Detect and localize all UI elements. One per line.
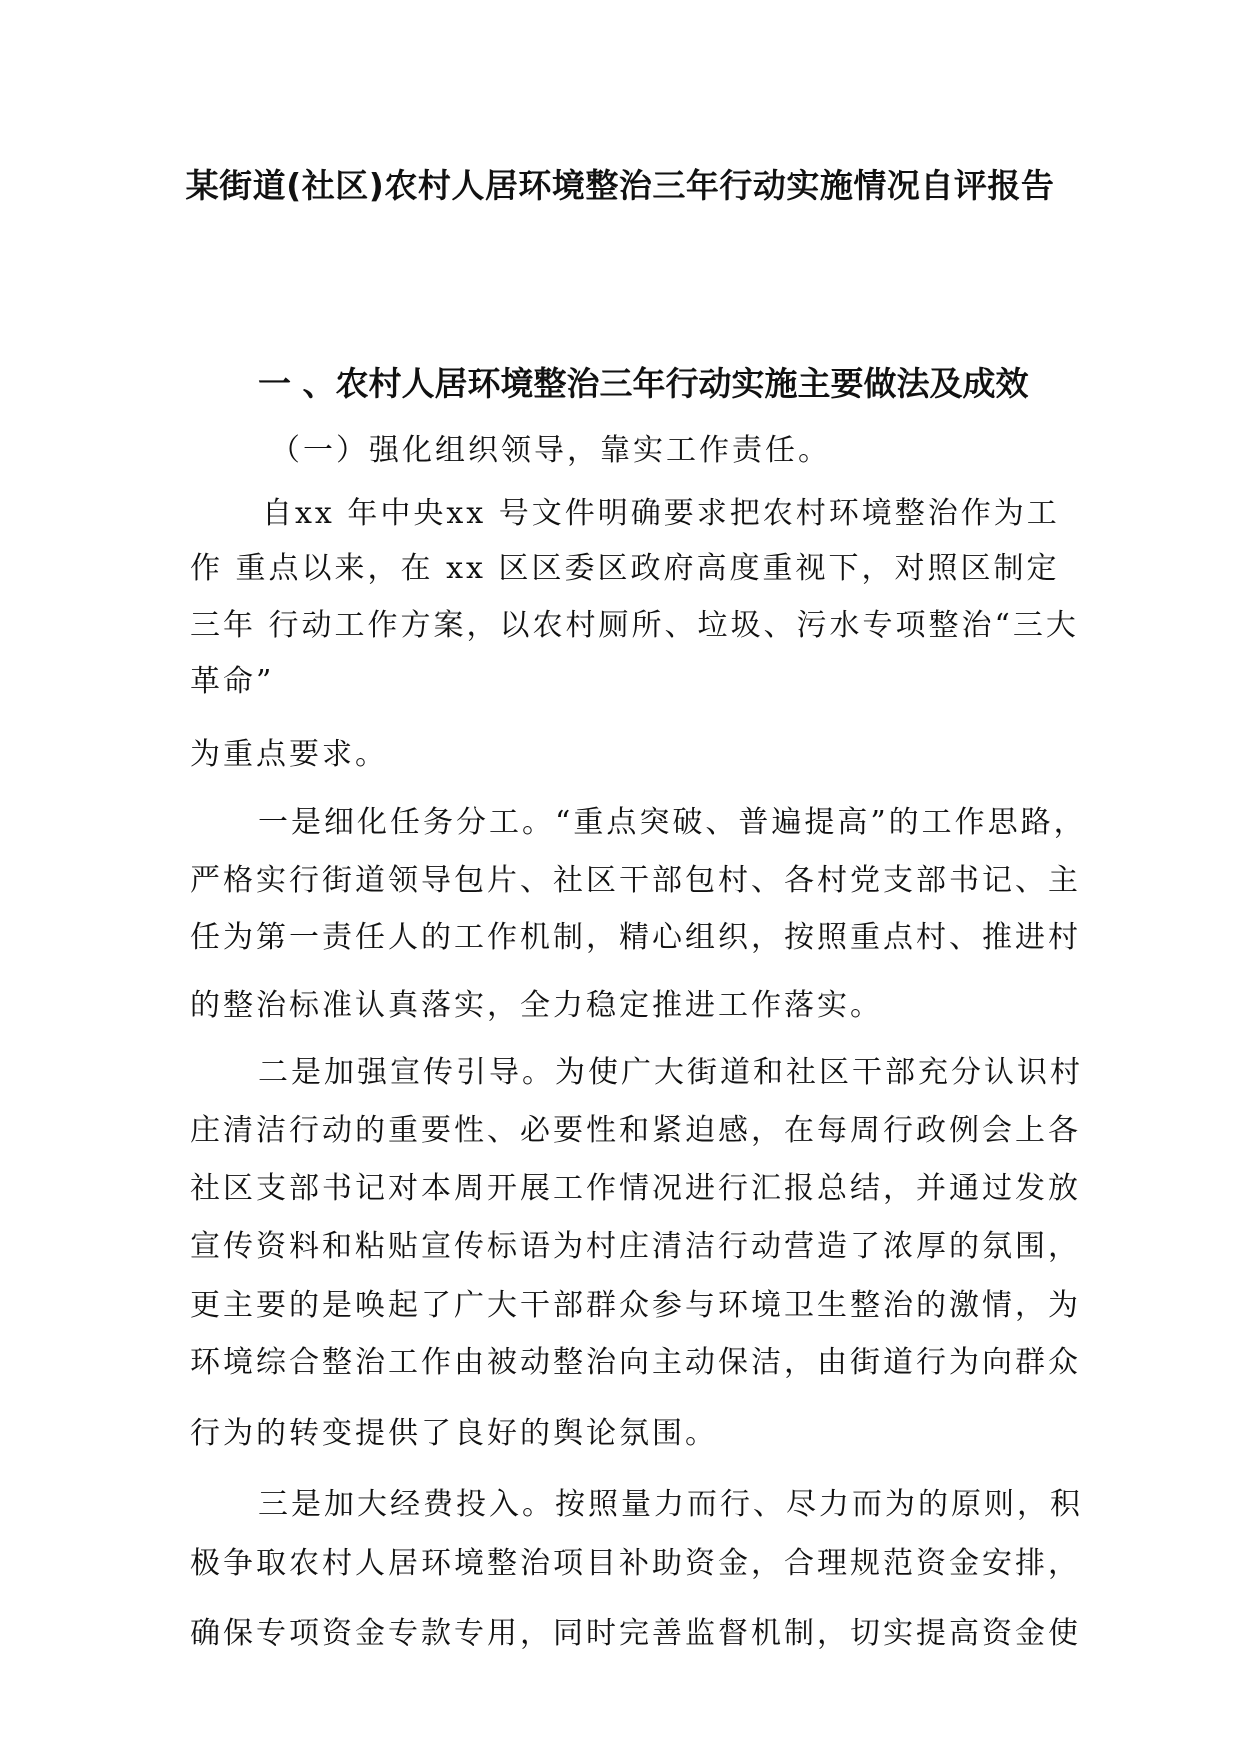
paragraph-line: 三是加大经费投入。按照量力而行、尽力而为的原则，积 xyxy=(258,1487,1083,1522)
paragraph-line: 严格实行街道领导包片、社区干部包村、各村党支部书记、主 xyxy=(190,863,1081,898)
paragraph-line: 极争取农村人居环境整治项目补助资金，合理规范资金安排， xyxy=(190,1546,1081,1581)
paragraph-line: 确保专项资金专款专用，同时完善监督机制，切实提高资金使 xyxy=(190,1616,1081,1651)
paragraph-line: 三年 行动工作方案，以农村厕所、垃圾、污水专项整治“三大 xyxy=(190,608,1079,643)
paragraph-line: 宣传资料和粘贴宣传标语为村庄清洁行动营造了浓厚的氛围， xyxy=(190,1229,1081,1264)
paragraph-line: 环境综合整治工作由被动整治向主动保洁，由街道行为向群众 xyxy=(190,1345,1081,1380)
document-title: 某街道(社区)农村人居环境整治三年行动实施情况自评报告 xyxy=(185,166,1055,205)
paragraph-line: 作 重点以来，在 xx 区区委区政府高度重视下，对照区制定 xyxy=(190,551,1060,586)
paragraph-line: 任为第一责任人的工作机制，精心组织，按照重点村、推进村 xyxy=(190,920,1081,955)
paragraph-line: 庄清洁行动的重要性、必要性和紧迫感，在每周行政例会上各 xyxy=(190,1113,1081,1148)
paragraph-line: 的整治标准认真落实，全力稳定推进工作落实。 xyxy=(190,988,883,1023)
paragraph-line: 为重点要求。 xyxy=(190,737,388,772)
subsection-heading: （一）强化组织领导，靠实工作责任。 xyxy=(270,433,831,468)
section-heading: 一 、农村人居环境整治三年行动实施主要做法及成效 xyxy=(258,364,1029,403)
paragraph-line: 二是加强宣传引导。为使广大街道和社区干部充分认识村 xyxy=(258,1055,1083,1090)
paragraph-line: 一是细化任务分工。“重点突破、普遍提高”的工作思路， xyxy=(258,805,1087,840)
paragraph-line: 自xx 年中央xx 号文件明确要求把农村环境整治作为工 xyxy=(262,496,1060,531)
paragraph-line: 行为的转变提供了良好的舆论氛围。 xyxy=(190,1416,718,1451)
paragraph-line: 更主要的是唤起了广大干部群众参与环境卫生整治的激情，为 xyxy=(190,1288,1081,1323)
paragraph-line: 社区支部书记对本周开展工作情况进行汇报总结，并通过发放 xyxy=(190,1171,1081,1206)
paragraph-line: 革命” xyxy=(190,664,275,699)
